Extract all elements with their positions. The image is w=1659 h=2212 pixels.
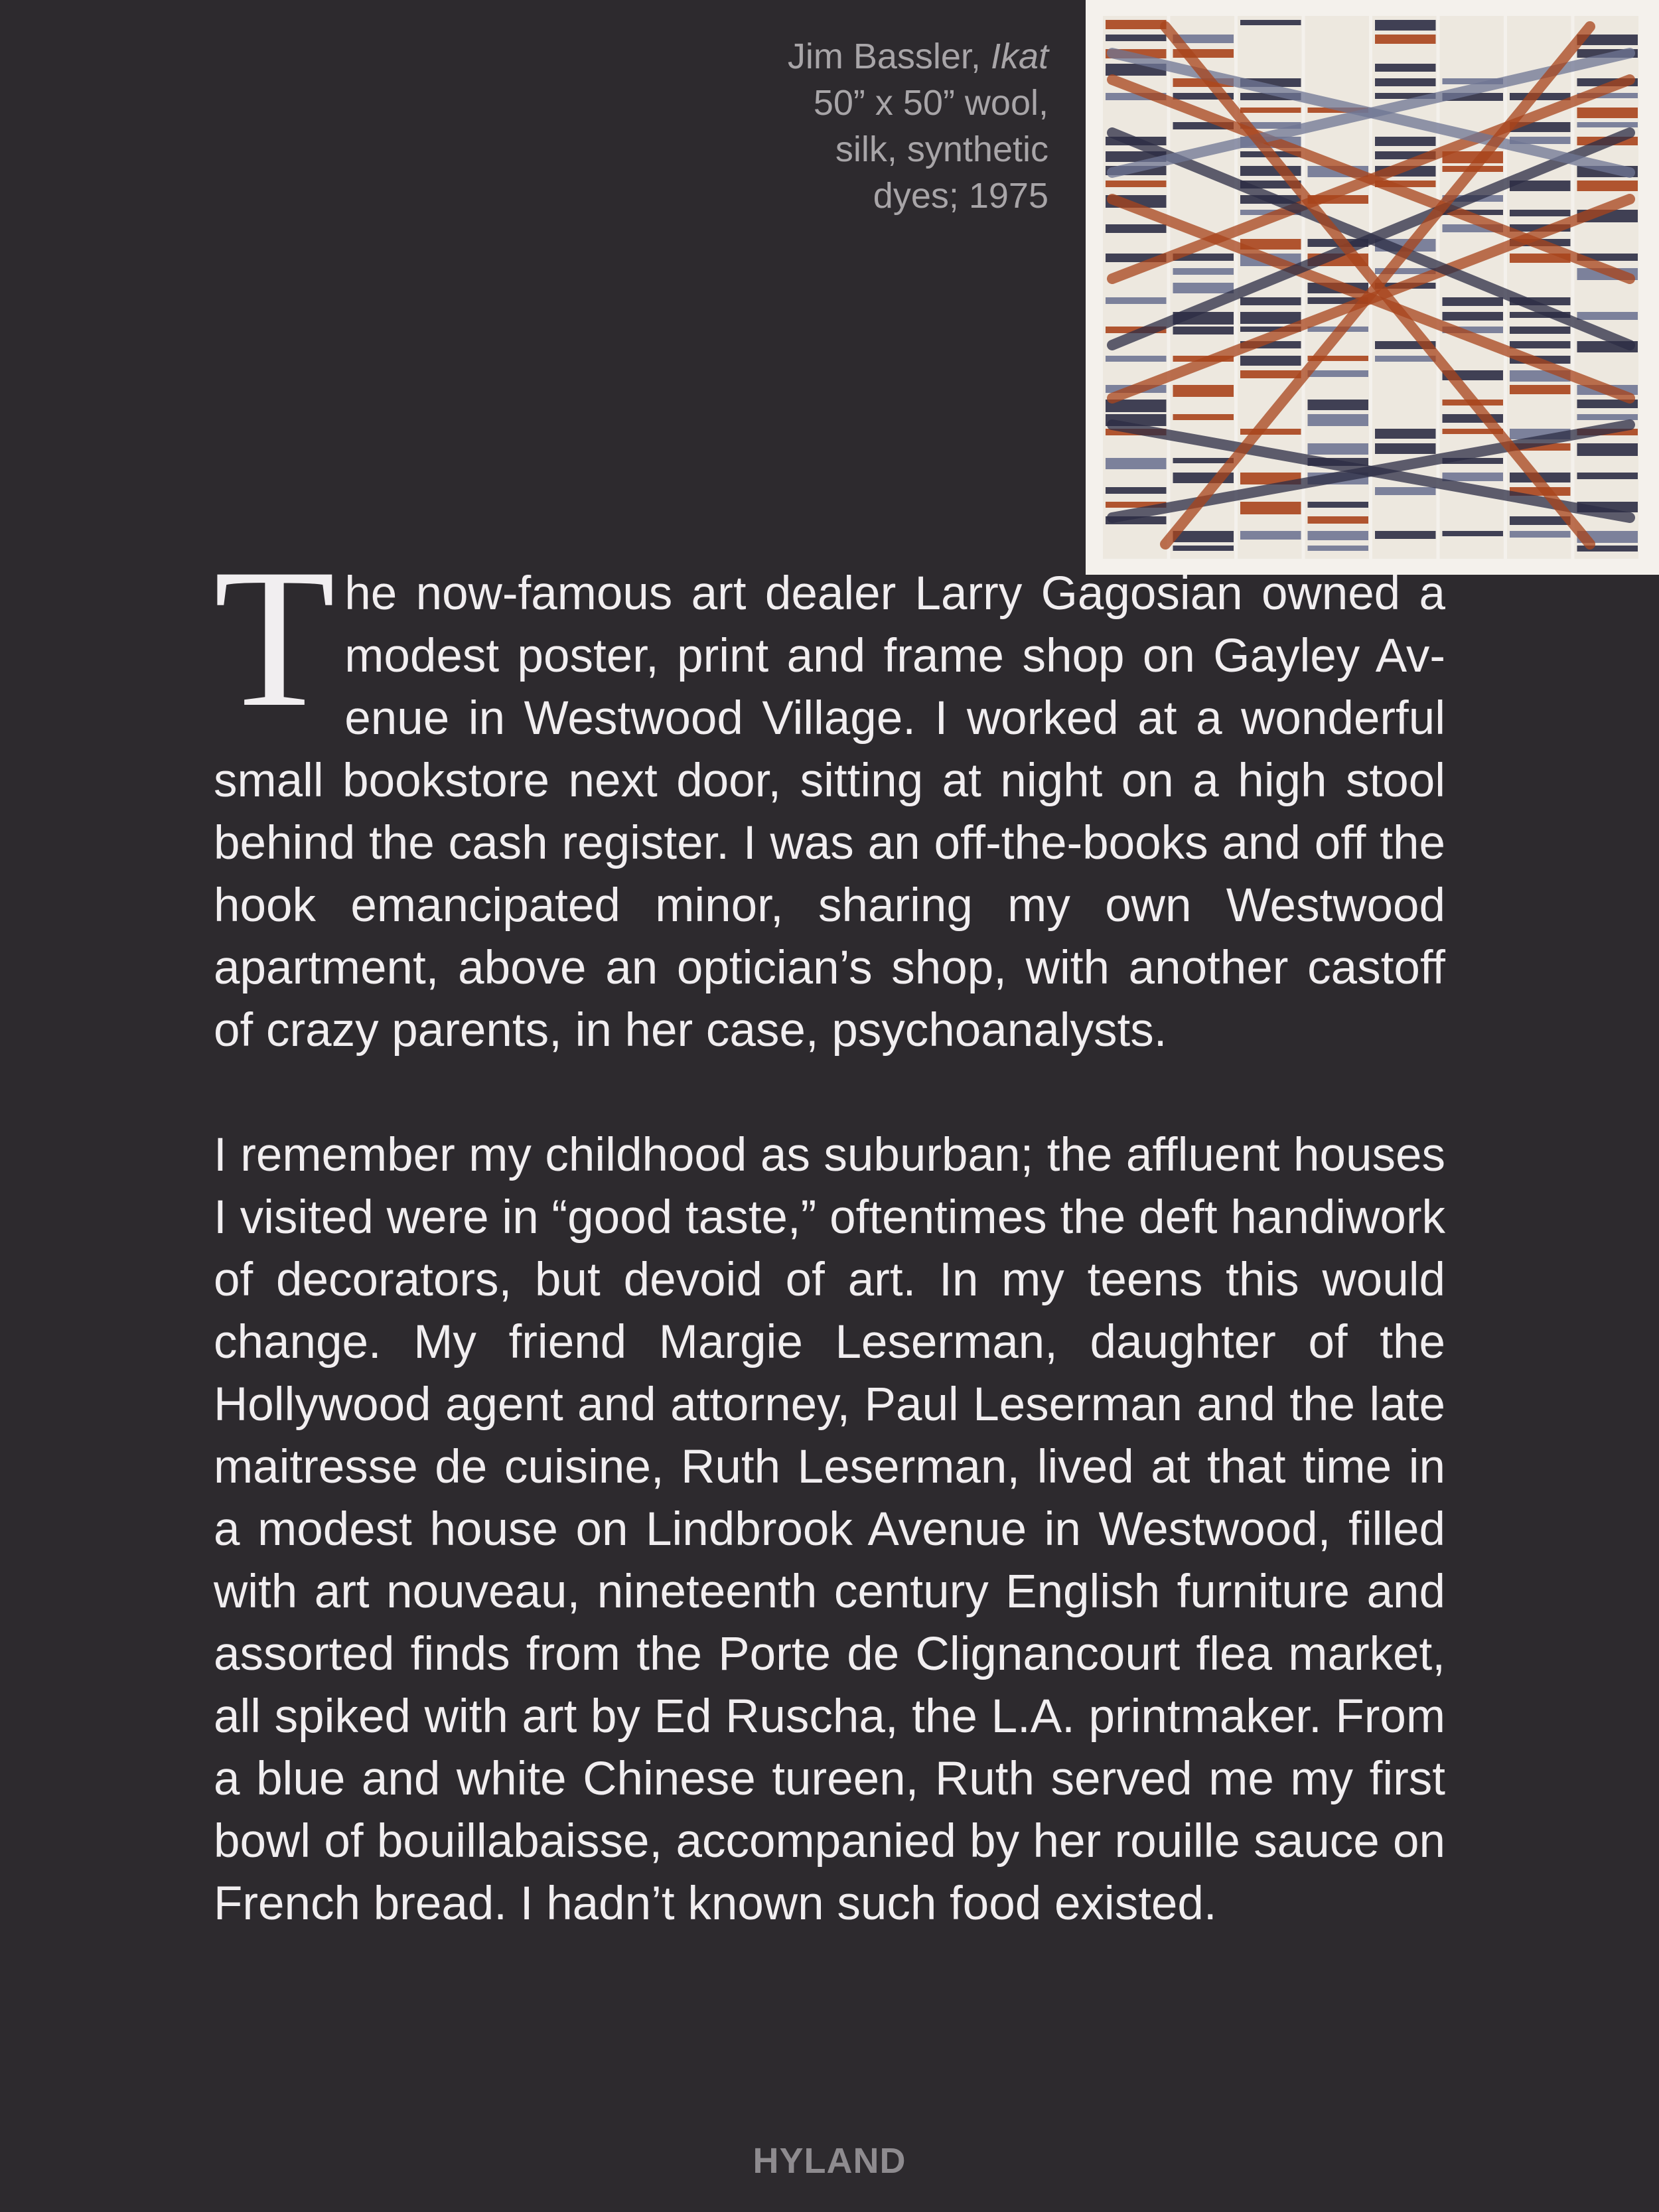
weft-band (1443, 312, 1504, 321)
weft-band (1443, 297, 1504, 306)
weft-band (1375, 356, 1436, 362)
caption-artist: Jim Bassler, (787, 37, 981, 76)
strip-gap (1504, 16, 1507, 559)
paragraph-1 (214, 528, 1445, 1062)
drop-cap: T (214, 528, 336, 748)
weft-band (1173, 458, 1234, 463)
ikat-weaving-illustration (1086, 0, 1659, 575)
weft-band (1106, 181, 1167, 187)
weft-band (1577, 122, 1638, 127)
weft-band (1173, 268, 1234, 275)
weft-band (1240, 20, 1301, 25)
weft-band (1375, 429, 1436, 439)
weft-band (1510, 385, 1571, 394)
weft-band (1308, 516, 1369, 524)
weft-band (1308, 443, 1369, 455)
weft-band (1308, 531, 1369, 540)
weft-band (1577, 443, 1638, 456)
weft-band (1173, 531, 1234, 542)
strip-gap (1234, 16, 1238, 559)
weft-band (1375, 137, 1436, 146)
weft-band (1577, 312, 1638, 320)
strip-gap (1638, 16, 1642, 559)
weft-band (1577, 473, 1638, 479)
weft-band (1106, 487, 1167, 494)
caption-title: Ikat (990, 37, 1048, 76)
weft-band (1375, 20, 1436, 31)
weft-band (1375, 531, 1436, 539)
weft-band (1510, 516, 1571, 525)
caption-line-4: dyes; 1975 (873, 176, 1048, 216)
weft-band (1173, 385, 1234, 397)
weft-band (1240, 502, 1301, 514)
weft-band (1240, 297, 1301, 305)
weft-band (1510, 531, 1571, 538)
weft-band (1106, 35, 1167, 41)
weft-band (1173, 283, 1234, 293)
weft-band (1308, 370, 1369, 377)
caption-line-3: silk, synthetic (835, 129, 1048, 169)
weft-band (1443, 531, 1504, 536)
weft-band (1173, 414, 1234, 420)
weft-band (1106, 356, 1167, 362)
weft-band (1375, 443, 1436, 454)
weft-band (1308, 502, 1369, 508)
weft-band (1240, 356, 1301, 366)
caption-line-2: 50” x 50” wool, (813, 83, 1048, 123)
weft-band (1443, 473, 1504, 481)
weft-band (1308, 546, 1369, 551)
weft-band (1240, 531, 1301, 540)
paragraph-2: I remember my childhood as suburban; the affluent houses I visited were in “good taste,” oftentimes the deft handiwork of decorators, but devoid of art. In my teens this would change. My friend Margie Leserman, daughter of the Hollywood agent and attorney, Paul Leserman and the late maitresse de cuisine, Ruth Leserman, lived at that time in a modest house on Lindbrook Avenue in Westwood, filled with art nouveau, nineteenth century English furniture and assorted finds from the Porte de Clignancourt flea market, all spiked with art by Ed Ruscha, the L.A. printmaker. From a blue and white Chinese tureen, Ruth served me my first bowl of bouillabaisse, accompanied by her rouille sauce on French bread. I hadn’t known such food existed. (214, 1129, 1445, 1930)
weft-band (1173, 327, 1234, 334)
weft-band (1173, 546, 1234, 551)
weft-band (1375, 64, 1436, 72)
weft-band (1510, 327, 1571, 334)
weft-band (1240, 108, 1301, 113)
weft-band (1375, 78, 1436, 86)
weft-band (1375, 487, 1436, 495)
weft-band (1510, 210, 1571, 216)
weft-band (1577, 414, 1638, 420)
weft-band (1577, 181, 1638, 191)
publisher-logo: HYLAND (753, 2141, 906, 2181)
weft-band (1106, 224, 1167, 233)
weft-band (1577, 108, 1638, 118)
weft-band (1240, 312, 1301, 324)
ikat-artwork-image (1086, 0, 1659, 575)
paragraph-1-text: he now-famous art dealer Larry Gagosian owned a modest poster, print and frame shop on Gayley Avenue in Westwood Village. I worked at a wonderful small bookstore next door, sitting at night on a high stool behind the cash register. I was an off-the-books and off the hook emancipated minor, sharing my own Westwood apartment, above an optician’s shop, with another castoff of crazy parents, in her case, psychoanalysts. (214, 567, 1445, 1057)
weft-band (1106, 20, 1167, 29)
weft-band (1510, 341, 1571, 348)
weft-band (1375, 35, 1436, 44)
weft-band (1106, 297, 1167, 304)
weft-band (1240, 370, 1301, 378)
weft-band (1308, 414, 1369, 426)
weft-band (1106, 458, 1167, 469)
weft-band (1308, 400, 1369, 410)
artwork-caption (703, 33, 1048, 219)
article-body (214, 528, 1445, 1935)
caption-line-1 (703, 33, 1048, 80)
